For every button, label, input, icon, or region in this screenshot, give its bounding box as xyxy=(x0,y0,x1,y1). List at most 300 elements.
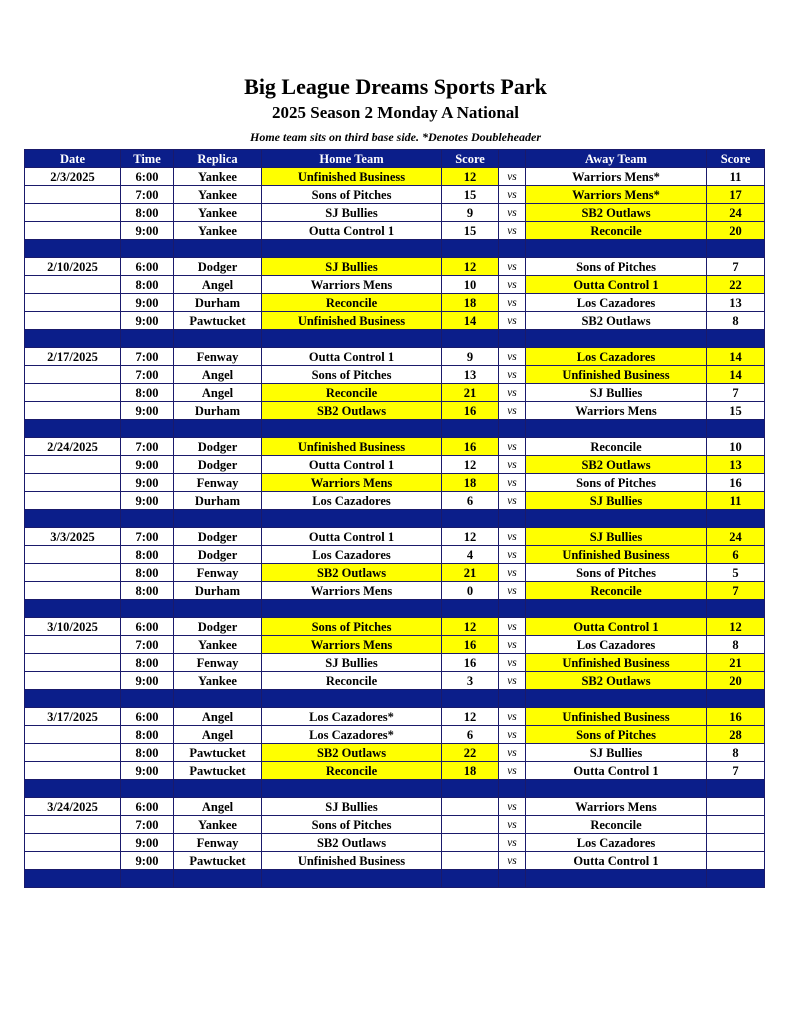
time-cell: 7:00 xyxy=(121,528,174,546)
vs-cell: vs xyxy=(499,744,526,762)
away-score-cell: 8 xyxy=(707,636,765,654)
separator-cell xyxy=(25,510,121,528)
week-separator-row xyxy=(25,240,765,258)
home-team-cell: SB2 Outlaws xyxy=(262,834,442,852)
time-cell: 8:00 xyxy=(121,564,174,582)
away-score-cell: 14 xyxy=(707,348,765,366)
col-header-away-score: Score xyxy=(707,150,765,168)
replica-cell: Durham xyxy=(174,582,262,600)
time-cell: 7:00 xyxy=(121,186,174,204)
vs-cell: vs xyxy=(499,402,526,420)
away-team-cell: Sons of Pitches xyxy=(526,258,707,276)
vs-cell: vs xyxy=(499,852,526,870)
time-cell: 9:00 xyxy=(121,294,174,312)
game-row xyxy=(25,294,765,312)
separator-cell xyxy=(25,870,121,888)
away-team-cell: Los Cazadores xyxy=(526,294,707,312)
home-score-cell: 14 xyxy=(442,312,499,330)
away-team-cell: SB2 Outlaws xyxy=(526,204,707,222)
home-team-cell: Outta Control 1 xyxy=(262,222,442,240)
away-team-cell: Warriors Mens* xyxy=(526,168,707,186)
col-header-replica: Replica xyxy=(174,150,262,168)
home-team-cell: Los Cazadores* xyxy=(262,726,442,744)
separator-cell xyxy=(174,330,262,348)
week-separator-row xyxy=(25,690,765,708)
separator-cell xyxy=(174,420,262,438)
away-team-cell: Sons of Pitches xyxy=(526,564,707,582)
vs-cell: vs xyxy=(499,366,526,384)
separator-cell xyxy=(707,690,765,708)
game-row xyxy=(25,834,765,852)
separator-cell xyxy=(442,600,499,618)
home-team-cell: Reconcile xyxy=(262,762,442,780)
col-header-date: Date xyxy=(25,150,121,168)
game-row xyxy=(25,636,765,654)
away-team-cell: Reconcile xyxy=(526,582,707,600)
vs-cell: vs xyxy=(499,654,526,672)
home-team-cell: Outta Control 1 xyxy=(262,348,442,366)
game-row xyxy=(25,618,765,636)
replica-cell: Yankee xyxy=(174,636,262,654)
separator-cell xyxy=(174,240,262,258)
week-separator-row xyxy=(25,780,765,798)
game-row xyxy=(25,384,765,402)
away-score-cell: 11 xyxy=(707,492,765,510)
vs-cell: vs xyxy=(499,276,526,294)
away-score-cell: 20 xyxy=(707,222,765,240)
vs-cell: vs xyxy=(499,546,526,564)
away-score-cell: 7 xyxy=(707,582,765,600)
away-team-cell: Los Cazadores xyxy=(526,348,707,366)
col-header-vs xyxy=(499,150,526,168)
vs-cell: vs xyxy=(499,222,526,240)
replica-cell: Dodger xyxy=(174,438,262,456)
away-score-cell: 28 xyxy=(707,726,765,744)
away-team-cell: Outta Control 1 xyxy=(526,276,707,294)
col-header-home-score: Score xyxy=(442,150,499,168)
game-row xyxy=(25,402,765,420)
home-score-cell: 16 xyxy=(442,654,499,672)
date-cell xyxy=(25,816,121,834)
separator-cell xyxy=(442,870,499,888)
separator-cell xyxy=(526,510,707,528)
date-cell xyxy=(25,582,121,600)
schedule-body xyxy=(25,168,765,888)
away-team-cell: Reconcile xyxy=(526,222,707,240)
date-cell xyxy=(25,492,121,510)
vs-cell: vs xyxy=(499,168,526,186)
away-team-cell: Unfinished Business xyxy=(526,366,707,384)
vs-cell: vs xyxy=(499,762,526,780)
away-team-cell: SJ Bullies xyxy=(526,384,707,402)
date-cell xyxy=(25,726,121,744)
home-team-cell: SJ Bullies xyxy=(262,798,442,816)
date-cell xyxy=(25,384,121,402)
vs-cell: vs xyxy=(499,726,526,744)
away-team-cell: Warriors Mens xyxy=(526,798,707,816)
separator-cell xyxy=(499,330,526,348)
replica-cell: Yankee xyxy=(174,672,262,690)
separator-cell xyxy=(174,510,262,528)
date-cell xyxy=(25,654,121,672)
away-score-cell: 8 xyxy=(707,744,765,762)
time-cell: 9:00 xyxy=(121,852,174,870)
date-cell xyxy=(25,366,121,384)
home-team-cell: Reconcile xyxy=(262,384,442,402)
away-team-cell: SJ Bullies xyxy=(526,492,707,510)
home-team-cell: Unfinished Business xyxy=(262,438,442,456)
away-team-cell: SJ Bullies xyxy=(526,528,707,546)
game-row xyxy=(25,186,765,204)
game-row xyxy=(25,222,765,240)
home-score-cell: 12 xyxy=(442,618,499,636)
separator-cell xyxy=(262,510,442,528)
separator-cell xyxy=(174,780,262,798)
game-row xyxy=(25,528,765,546)
replica-cell: Dodger xyxy=(174,528,262,546)
separator-cell xyxy=(174,870,262,888)
away-score-cell xyxy=(707,816,765,834)
separator-cell xyxy=(262,420,442,438)
home-team-cell: SB2 Outlaws xyxy=(262,744,442,762)
separator-cell xyxy=(499,420,526,438)
time-cell: 8:00 xyxy=(121,744,174,762)
game-row xyxy=(25,474,765,492)
away-score-cell: 7 xyxy=(707,258,765,276)
replica-cell: Dodger xyxy=(174,618,262,636)
separator-cell xyxy=(499,240,526,258)
replica-cell: Angel xyxy=(174,726,262,744)
home-score-cell: 16 xyxy=(442,438,499,456)
separator-cell xyxy=(442,330,499,348)
home-score-cell: 12 xyxy=(442,168,499,186)
separator-cell xyxy=(526,600,707,618)
date-cell xyxy=(25,672,121,690)
home-score-cell: 4 xyxy=(442,546,499,564)
game-row xyxy=(25,852,765,870)
away-team-cell: Outta Control 1 xyxy=(526,762,707,780)
home-score-cell: 18 xyxy=(442,762,499,780)
time-cell: 6:00 xyxy=(121,168,174,186)
home-score-cell: 6 xyxy=(442,492,499,510)
away-team-cell: Los Cazadores xyxy=(526,834,707,852)
date-cell xyxy=(25,852,121,870)
vs-cell: vs xyxy=(499,528,526,546)
away-team-cell: Outta Control 1 xyxy=(526,618,707,636)
time-cell: 8:00 xyxy=(121,276,174,294)
game-row xyxy=(25,744,765,762)
replica-cell: Durham xyxy=(174,294,262,312)
game-row xyxy=(25,672,765,690)
away-score-cell: 11 xyxy=(707,168,765,186)
home-team-cell: SJ Bullies xyxy=(262,654,442,672)
home-score-cell: 3 xyxy=(442,672,499,690)
date-cell: 2/24/2025 xyxy=(25,438,121,456)
vs-cell: vs xyxy=(499,672,526,690)
away-score-cell: 7 xyxy=(707,384,765,402)
time-cell: 8:00 xyxy=(121,204,174,222)
separator-cell xyxy=(25,780,121,798)
separator-cell xyxy=(707,600,765,618)
away-score-cell: 10 xyxy=(707,438,765,456)
date-cell xyxy=(25,402,121,420)
game-row xyxy=(25,762,765,780)
home-score-cell: 10 xyxy=(442,276,499,294)
separator-cell xyxy=(174,600,262,618)
separator-cell xyxy=(499,690,526,708)
home-team-cell: Warriors Mens xyxy=(262,276,442,294)
away-score-cell: 13 xyxy=(707,456,765,474)
vs-cell: vs xyxy=(499,348,526,366)
home-score-cell xyxy=(442,798,499,816)
game-row xyxy=(25,276,765,294)
separator-cell xyxy=(707,780,765,798)
separator-cell xyxy=(121,690,174,708)
away-score-cell: 17 xyxy=(707,186,765,204)
home-score-cell: 18 xyxy=(442,474,499,492)
away-score-cell: 24 xyxy=(707,204,765,222)
date-cell: 2/3/2025 xyxy=(25,168,121,186)
date-cell xyxy=(25,834,121,852)
time-cell: 9:00 xyxy=(121,834,174,852)
separator-cell xyxy=(499,510,526,528)
game-row xyxy=(25,546,765,564)
separator-cell xyxy=(526,330,707,348)
date-cell xyxy=(25,564,121,582)
away-team-cell: Sons of Pitches xyxy=(526,726,707,744)
separator-cell xyxy=(526,870,707,888)
home-score-cell xyxy=(442,834,499,852)
page-subtitle: 2025 Season 2 Monday A National xyxy=(271,103,519,122)
home-score-cell: 6 xyxy=(442,726,499,744)
home-score-cell: 21 xyxy=(442,384,499,402)
separator-cell xyxy=(25,330,121,348)
home-team-cell: Reconcile xyxy=(262,672,442,690)
separator-cell xyxy=(121,240,174,258)
time-cell: 6:00 xyxy=(121,258,174,276)
vs-cell: vs xyxy=(499,618,526,636)
date-cell: 3/24/2025 xyxy=(25,798,121,816)
home-score-cell: 12 xyxy=(442,708,499,726)
col-header-away-team: Away Team xyxy=(526,150,707,168)
date-cell xyxy=(25,744,121,762)
vs-cell: vs xyxy=(499,708,526,726)
replica-cell: Fenway xyxy=(174,564,262,582)
vs-cell: vs xyxy=(499,636,526,654)
away-score-cell: 7 xyxy=(707,762,765,780)
vs-cell: vs xyxy=(499,204,526,222)
game-row xyxy=(25,366,765,384)
replica-cell: Fenway xyxy=(174,654,262,672)
home-score-cell: 12 xyxy=(442,456,499,474)
home-team-cell: Outta Control 1 xyxy=(262,456,442,474)
vs-cell: vs xyxy=(499,564,526,582)
time-cell: 9:00 xyxy=(121,456,174,474)
away-score-cell: 13 xyxy=(707,294,765,312)
replica-cell: Yankee xyxy=(174,186,262,204)
game-row xyxy=(25,204,765,222)
col-header-home-team: Home Team xyxy=(262,150,442,168)
separator-cell xyxy=(526,240,707,258)
home-team-cell: Unfinished Business xyxy=(262,168,442,186)
separator-cell xyxy=(442,420,499,438)
away-team-cell: SB2 Outlaws xyxy=(526,672,707,690)
header-row xyxy=(25,150,765,168)
time-cell: 7:00 xyxy=(121,816,174,834)
replica-cell: Fenway xyxy=(174,834,262,852)
separator-cell xyxy=(121,510,174,528)
away-score-cell xyxy=(707,834,765,852)
home-score-cell xyxy=(442,816,499,834)
home-team-cell: Los Cazadores xyxy=(262,546,442,564)
time-cell: 9:00 xyxy=(121,492,174,510)
date-cell xyxy=(25,294,121,312)
date-cell xyxy=(25,186,121,204)
home-team-cell: Los Cazadores* xyxy=(262,708,442,726)
date-cell xyxy=(25,204,121,222)
col-header-time: Time xyxy=(121,150,174,168)
away-team-cell: Sons of Pitches xyxy=(526,474,707,492)
week-separator-row xyxy=(25,600,765,618)
home-score-cell: 13 xyxy=(442,366,499,384)
replica-cell: Dodger xyxy=(174,546,262,564)
separator-cell xyxy=(262,240,442,258)
week-separator-row xyxy=(25,870,765,888)
home-team-cell: Sons of Pitches xyxy=(262,816,442,834)
replica-cell: Angel xyxy=(174,708,262,726)
away-team-cell: Reconcile xyxy=(526,816,707,834)
separator-cell xyxy=(707,510,765,528)
game-row xyxy=(25,564,765,582)
home-team-cell: Warriors Mens xyxy=(262,636,442,654)
away-team-cell: Reconcile xyxy=(526,438,707,456)
away-team-cell: Unfinished Business xyxy=(526,546,707,564)
page-title: Big League Dreams Sports Park xyxy=(244,74,547,99)
away-team-cell: Unfinished Business xyxy=(526,708,707,726)
separator-cell xyxy=(262,780,442,798)
replica-cell: Fenway xyxy=(174,474,262,492)
vs-cell: vs xyxy=(499,834,526,852)
vs-cell: vs xyxy=(499,816,526,834)
away-score-cell xyxy=(707,798,765,816)
vs-cell: vs xyxy=(499,438,526,456)
replica-cell: Pawtucket xyxy=(174,312,262,330)
away-team-cell: Warriors Mens* xyxy=(526,186,707,204)
time-cell: 8:00 xyxy=(121,654,174,672)
vs-cell: vs xyxy=(499,186,526,204)
away-score-cell: 6 xyxy=(707,546,765,564)
date-cell: 3/10/2025 xyxy=(25,618,121,636)
week-separator-row xyxy=(25,510,765,528)
time-cell: 8:00 xyxy=(121,546,174,564)
separator-cell xyxy=(262,600,442,618)
vs-cell: vs xyxy=(499,474,526,492)
game-row xyxy=(25,582,765,600)
date-cell: 3/17/2025 xyxy=(25,708,121,726)
time-cell: 9:00 xyxy=(121,474,174,492)
away-score-cell: 21 xyxy=(707,654,765,672)
separator-cell xyxy=(25,420,121,438)
page-note: Home team sits on third base side. *Denotes Doubleheader xyxy=(250,130,541,144)
separator-cell xyxy=(707,240,765,258)
home-team-cell: Sons of Pitches xyxy=(262,618,442,636)
home-score-cell: 16 xyxy=(442,636,499,654)
replica-cell: Angel xyxy=(174,276,262,294)
replica-cell: Yankee xyxy=(174,816,262,834)
separator-cell xyxy=(121,600,174,618)
away-team-cell: Unfinished Business xyxy=(526,654,707,672)
date-cell xyxy=(25,312,121,330)
home-team-cell: Los Cazadores xyxy=(262,492,442,510)
game-row xyxy=(25,798,765,816)
replica-cell: Pawtucket xyxy=(174,852,262,870)
home-score-cell: 18 xyxy=(442,294,499,312)
away-score-cell: 12 xyxy=(707,618,765,636)
vs-cell: vs xyxy=(499,294,526,312)
separator-cell xyxy=(174,690,262,708)
away-score-cell: 16 xyxy=(707,708,765,726)
home-team-cell: SJ Bullies xyxy=(262,204,442,222)
separator-cell xyxy=(499,600,526,618)
week-separator-row xyxy=(25,420,765,438)
away-team-cell: SJ Bullies xyxy=(526,744,707,762)
home-team-cell: SJ Bullies xyxy=(262,258,442,276)
time-cell: 6:00 xyxy=(121,618,174,636)
home-score-cell: 15 xyxy=(442,186,499,204)
date-cell: 3/3/2025 xyxy=(25,528,121,546)
away-score-cell: 22 xyxy=(707,276,765,294)
separator-cell xyxy=(526,780,707,798)
home-team-cell: SB2 Outlaws xyxy=(262,402,442,420)
replica-cell: Angel xyxy=(174,384,262,402)
replica-cell: Durham xyxy=(174,402,262,420)
date-cell xyxy=(25,636,121,654)
game-row xyxy=(25,456,765,474)
separator-cell xyxy=(25,690,121,708)
replica-cell: Pawtucket xyxy=(174,744,262,762)
replica-cell: Fenway xyxy=(174,348,262,366)
vs-cell: vs xyxy=(499,456,526,474)
away-score-cell: 20 xyxy=(707,672,765,690)
separator-cell xyxy=(707,870,765,888)
home-team-cell: Sons of Pitches xyxy=(262,366,442,384)
home-score-cell: 9 xyxy=(442,204,499,222)
game-row xyxy=(25,654,765,672)
game-row xyxy=(25,168,765,186)
game-row xyxy=(25,726,765,744)
separator-cell xyxy=(526,420,707,438)
home-score-cell: 9 xyxy=(442,348,499,366)
date-cell xyxy=(25,222,121,240)
vs-cell: vs xyxy=(499,312,526,330)
time-cell: 7:00 xyxy=(121,438,174,456)
time-cell: 6:00 xyxy=(121,708,174,726)
game-row xyxy=(25,708,765,726)
date-cell xyxy=(25,762,121,780)
time-cell: 8:00 xyxy=(121,384,174,402)
time-cell: 7:00 xyxy=(121,636,174,654)
separator-cell xyxy=(121,330,174,348)
replica-cell: Dodger xyxy=(174,258,262,276)
vs-cell: vs xyxy=(499,258,526,276)
away-score-cell: 14 xyxy=(707,366,765,384)
home-team-cell: SB2 Outlaws xyxy=(262,564,442,582)
home-team-cell: Warriors Mens xyxy=(262,582,442,600)
time-cell: 9:00 xyxy=(121,222,174,240)
separator-cell xyxy=(707,330,765,348)
time-cell: 8:00 xyxy=(121,582,174,600)
home-score-cell: 22 xyxy=(442,744,499,762)
